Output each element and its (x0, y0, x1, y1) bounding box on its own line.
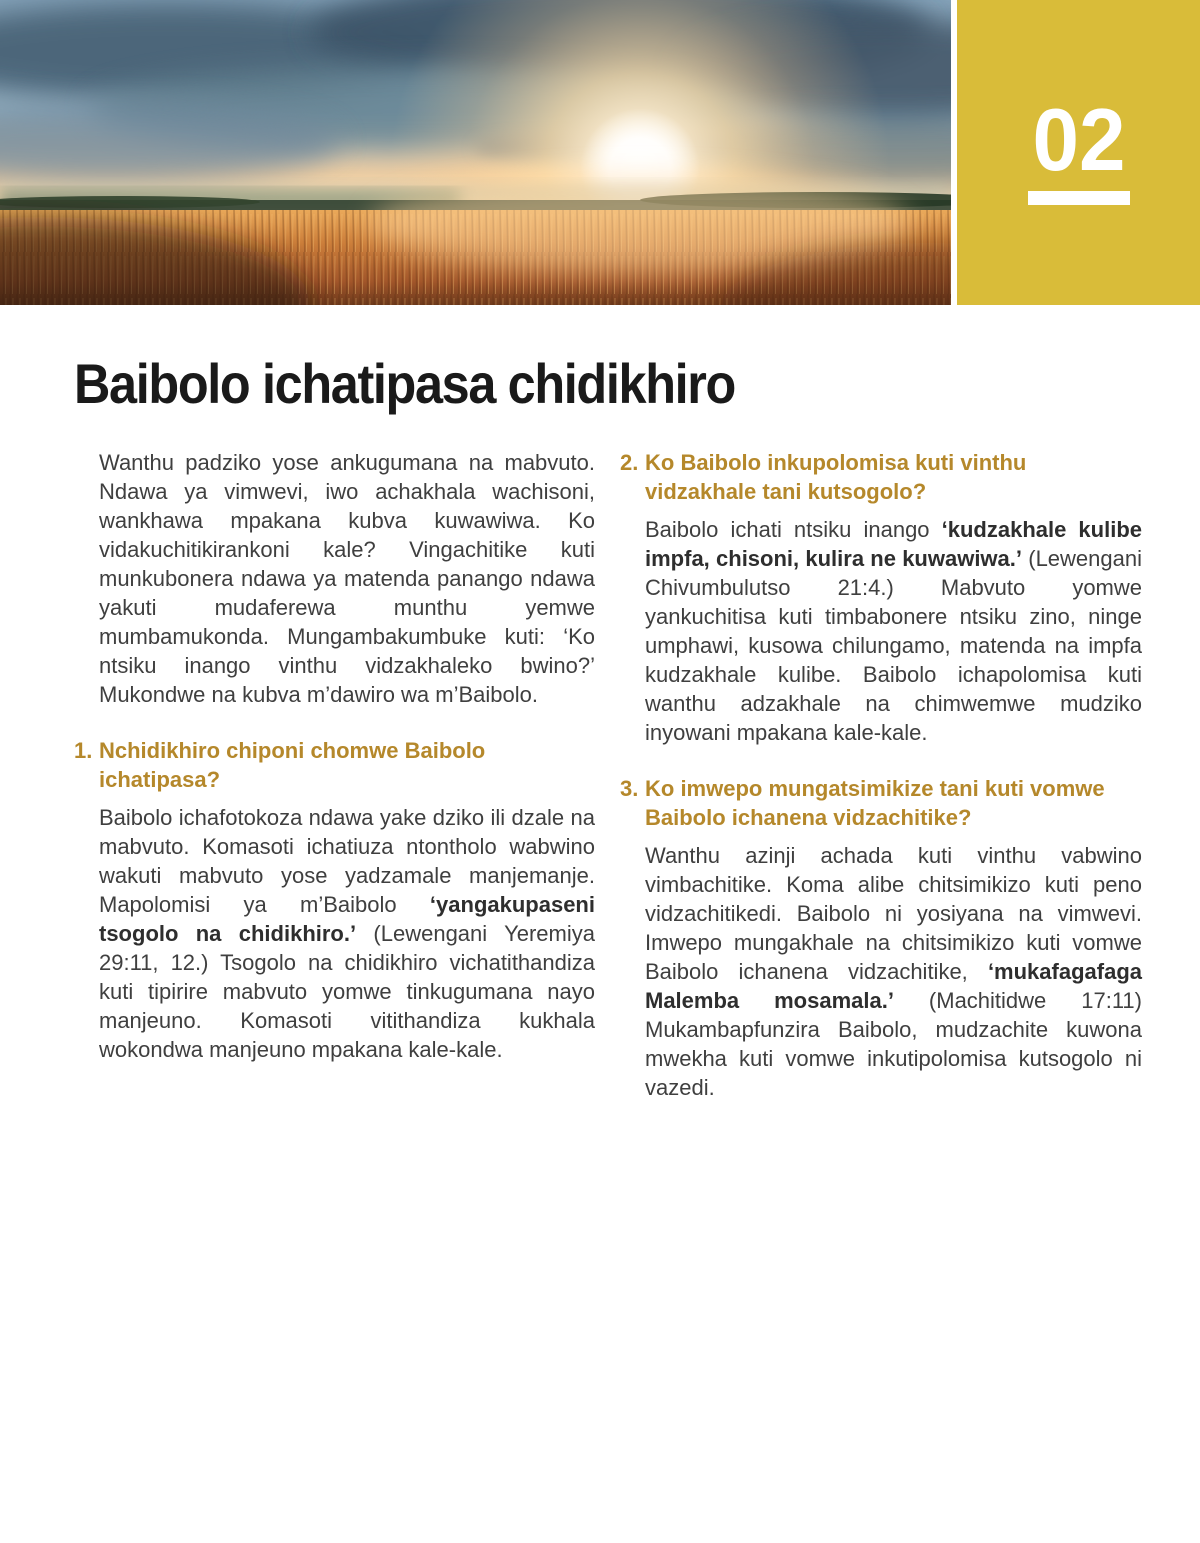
intro-paragraph (99, 448, 595, 709)
hero-photo (0, 0, 951, 305)
intro-text: Wanthu padziko yose ankugumana na mabvuto. Ndawa ya vimwevi, iwo achakhala wachisoni, wankhawa mpakana kubva kuwawiwa. Ko vidakuchitikirankoni kale? Vingachitike kuti munkubonera ndawa ya matenda panango ndawa yakuti mudaferewa munthu yemwe mumbamukonda. Mungambakumbuke kuti: ‘Ko ntsiku inango vinthu vidzakhaleko bwino?’ Mukondwe na kubva m’dawiro wa m’Baibolo. (99, 450, 595, 708)
scripture-quote: ‘mukafagafaga Malemba mosamala.’ (645, 959, 1142, 1014)
scripture-quote: ‘yangakupaseni tsogolo na chidikhiro.’ (99, 892, 595, 947)
question-heading-text: Ko Baibolo inkupolomisa kuti vinthu vidzakhale tani kutsogolo? (645, 450, 1027, 505)
question-paragraph (645, 515, 1142, 747)
paragraph-text: Baibolo ichati ntsiku inango (645, 517, 942, 543)
scripture-quote: ‘kudzakhale kulibe impfa, chisoni, kulira ne kuwawiwa.’ (645, 517, 1142, 572)
section-number-underline (1028, 191, 1130, 205)
section-number-text: 02 (1031, 89, 1125, 189)
content-columns (74, 448, 1142, 1102)
right-column (620, 448, 1142, 1102)
question-heading (620, 774, 1142, 832)
paragraph-text: (Lewengani Chivumbulutso 21:4.) Mabvuto yomwe yankuchitisa kuti timbabonere ntsiku zino, ninge umphawi, kusowa chilungamo, matenda na impfa kudzakhale kulibe. Baibolo ichapolomisa kuti wanthu adzakhale na chimwemwe mudziko inyowani mpakana kale-kale. (645, 546, 1142, 746)
question-number: 3. (620, 776, 639, 802)
question-heading-text: Nchidikhiro chiponi chomwe Baibolo ichatipasa? (99, 738, 486, 793)
question-3 (620, 774, 1142, 1102)
paragraph-text: (Machitidwe 17:11) Mukambapfunzira Baibolo, mudzachite kuwona mwekha kuti vomwe inkutipolomisa kutsogolo ni vazedi. (645, 988, 1142, 1101)
hero-section (0, 0, 1200, 305)
paragraph-text: (Lewengani Yeremiya 29:11, 12.) Tsogolo na chidikhiro vichatithandiza kuti tipirire mabvuto yomwe tinkugumana nayo manjeuno. Komasoti vitithandiza kukhala wokondwa manjeuno mpakana kale-kale. (99, 921, 595, 1063)
question-paragraph (99, 803, 595, 1064)
question-1 (74, 736, 595, 1064)
paragraph-text: Wanthu azinji achada kuti vinthu vabwino vimbachitike. Koma alibe chitsimikizo kuti peno vidzachitikedi. Baibolo ni yosiyana na vimwevi. Imwepo mungakhale na chitsimikizo kuti vomwe Baibolo ichanena vidzachitike, (645, 843, 1142, 985)
question-heading-text: Ko imwepo mungatsimikize tani kuti vomwe Baibolo ichanena vidzachitike? (645, 776, 1105, 831)
article-content (0, 352, 1200, 1102)
page-title: Baibolo ichatipasa chidikhiro (74, 352, 735, 415)
question-number: 2. (620, 450, 639, 476)
paragraph-text: Baibolo ichafotokoza ndawa yake dziko ili dzale na mabvuto. Komasoti ichatiuza ntontholo wabwino wakuti mabvuto yose yadzamale manjemanje. Mapolomisi ya m’Baibolo (99, 805, 595, 918)
question-paragraph (645, 841, 1142, 1102)
question-2 (620, 448, 1142, 747)
question-number: 1. (74, 738, 93, 764)
section-number-badge (957, 0, 1200, 305)
question-heading (620, 448, 1142, 506)
left-column (74, 448, 595, 1064)
question-heading (74, 736, 595, 794)
